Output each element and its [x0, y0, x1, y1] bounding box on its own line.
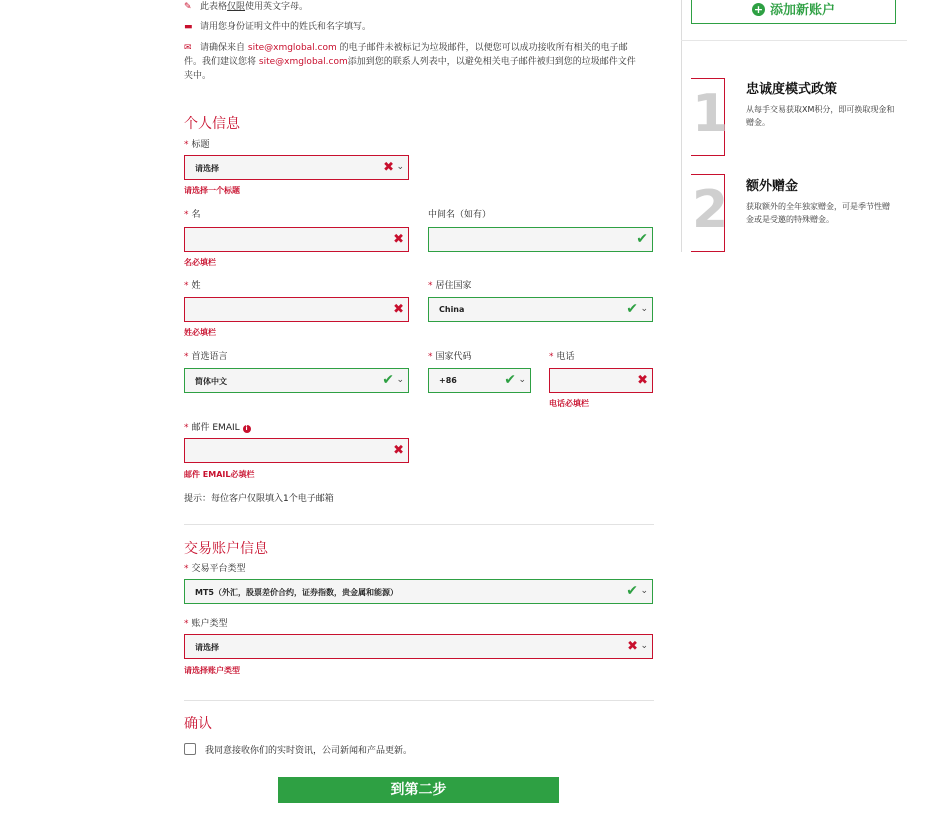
- check-icon: ✔: [626, 301, 638, 317]
- next-step-button[interactable]: 到第二步: [278, 777, 559, 803]
- title-label: * 标题: [184, 140, 210, 150]
- error-x-icon: ✖: [393, 232, 404, 247]
- sidebar-hr: [681, 40, 907, 41]
- country-code-label: * 国家代码: [428, 352, 472, 362]
- add-account-button[interactable]: + 添加新账户: [691, 0, 896, 24]
- error-x-icon: ✖: [627, 639, 638, 654]
- account-type-label: * 账户类型: [184, 619, 228, 629]
- first-name-error: 名必填栏: [184, 258, 216, 267]
- middle-name-label: 中间名（如有）: [428, 210, 492, 220]
- step-number-1: 1: [692, 84, 729, 144]
- country-select[interactable]: China ✔ ⌄: [428, 297, 653, 322]
- divider: [184, 700, 654, 701]
- middle-name-input[interactable]: [428, 227, 653, 252]
- mail-icon: ✉: [184, 43, 192, 53]
- chevron-down-icon: ⌄: [518, 375, 526, 385]
- country-code-select[interactable]: +86 ✔ ⌄: [428, 368, 531, 393]
- phone-label: * 电话: [549, 352, 575, 362]
- newsletter-checkbox[interactable]: [184, 743, 196, 755]
- section-title-confirm: 确认: [184, 716, 212, 732]
- info-icon[interactable]: i: [243, 425, 251, 433]
- check-icon: ✔: [504, 372, 516, 388]
- title-select[interactable]: 请选择 ✖ ⌄: [184, 155, 409, 180]
- note-english-only: ✎ 此表格仅限使用英文字母。: [184, 2, 309, 12]
- last-name-label: * 姓: [184, 281, 201, 291]
- chevron-down-icon: ⌄: [396, 375, 404, 385]
- phone-input[interactable]: [549, 368, 653, 393]
- id-card-icon: ▬: [184, 22, 193, 32]
- last-name-input[interactable]: [184, 297, 409, 322]
- step-desc-loyalty: 从每手交易获取XM积分，即可换取现金和赠金。: [746, 105, 895, 127]
- chevron-down-icon: ⌄: [640, 304, 648, 314]
- email-link[interactable]: site@xmglobal.com: [258, 57, 348, 67]
- check-icon: ✔: [626, 583, 638, 599]
- email-label: * 邮件 EMAIL i: [184, 420, 251, 433]
- email-link[interactable]: site@xmglobal.com: [247, 43, 337, 53]
- step-title-loyalty: 忠诚度模式政策: [746, 82, 838, 97]
- error-x-icon: ✖: [393, 302, 404, 317]
- chevron-down-icon: ⌄: [396, 162, 404, 172]
- first-name-input[interactable]: [184, 227, 409, 252]
- step-number-2: 2: [692, 180, 729, 240]
- first-name-label: * 名: [184, 210, 201, 220]
- check-icon: ✔: [382, 372, 394, 388]
- error-x-icon: ✖: [383, 160, 394, 175]
- phone-error: 电话必填栏: [549, 399, 589, 408]
- chevron-down-icon: ⌄: [640, 586, 648, 596]
- email-input[interactable]: [184, 438, 409, 463]
- email-error: 邮件 EMAIL必填栏: [184, 470, 255, 479]
- step-desc-bonus: 获取额外的全年独家赠金，可是季节性赠金或是受邀的特殊赠金。: [746, 202, 890, 224]
- plus-circle-icon: +: [753, 3, 764, 16]
- platform-select[interactable]: MT5（外汇，股票差价合约，证券指数，贵金属和能源） ✔ ⌄: [184, 579, 653, 604]
- country-label: * 居住国家: [428, 281, 472, 291]
- check-icon: ✔: [636, 231, 648, 247]
- step-title-bonus: 额外赠金: [746, 179, 799, 194]
- pencil-icon: ✎: [184, 2, 192, 12]
- language-select[interactable]: 简体中文 ✔ ⌄: [184, 368, 409, 393]
- error-x-icon: ✖: [393, 443, 404, 458]
- account-type-select[interactable]: 请选择 ✖ ⌄: [184, 634, 653, 659]
- divider: [184, 524, 654, 525]
- title-error: 请选择一个标题: [184, 186, 240, 195]
- platform-label: * 交易平台类型: [184, 564, 246, 574]
- section-title-trading: 交易账户信息: [184, 541, 268, 557]
- newsletter-label: 我同意接收你们的实时资讯，公司新闻和产品更新。: [205, 746, 413, 756]
- error-x-icon: ✖: [637, 373, 648, 388]
- last-name-error: 姓必填栏: [184, 328, 216, 337]
- note-email-whitelist: ✉ 请确保来自 site@xmglobal.com 的电子邮件未被标记为垃圾邮件，以便您可以成功接收所有相关的电子邮 件。我们建议您将 site@xmglobal.com添加到您的联系人列表中，以避免相关电子邮件被归到您的垃圾邮件文件 夹中。: [184, 43, 636, 81]
- note-id-name: ▬ 请用您身份证明文件中的姓氏和名字填写。: [184, 22, 372, 32]
- sidebar-divider: [681, 0, 682, 252]
- language-label: * 首选语言: [184, 352, 228, 362]
- chevron-down-icon: ⌄: [640, 641, 648, 651]
- account-type-error: 请选择账户类型: [184, 666, 240, 675]
- email-hint: 提示：每位客户仅限填入1个电子邮箱: [184, 494, 334, 504]
- section-title-personal: 个人信息: [184, 116, 240, 132]
